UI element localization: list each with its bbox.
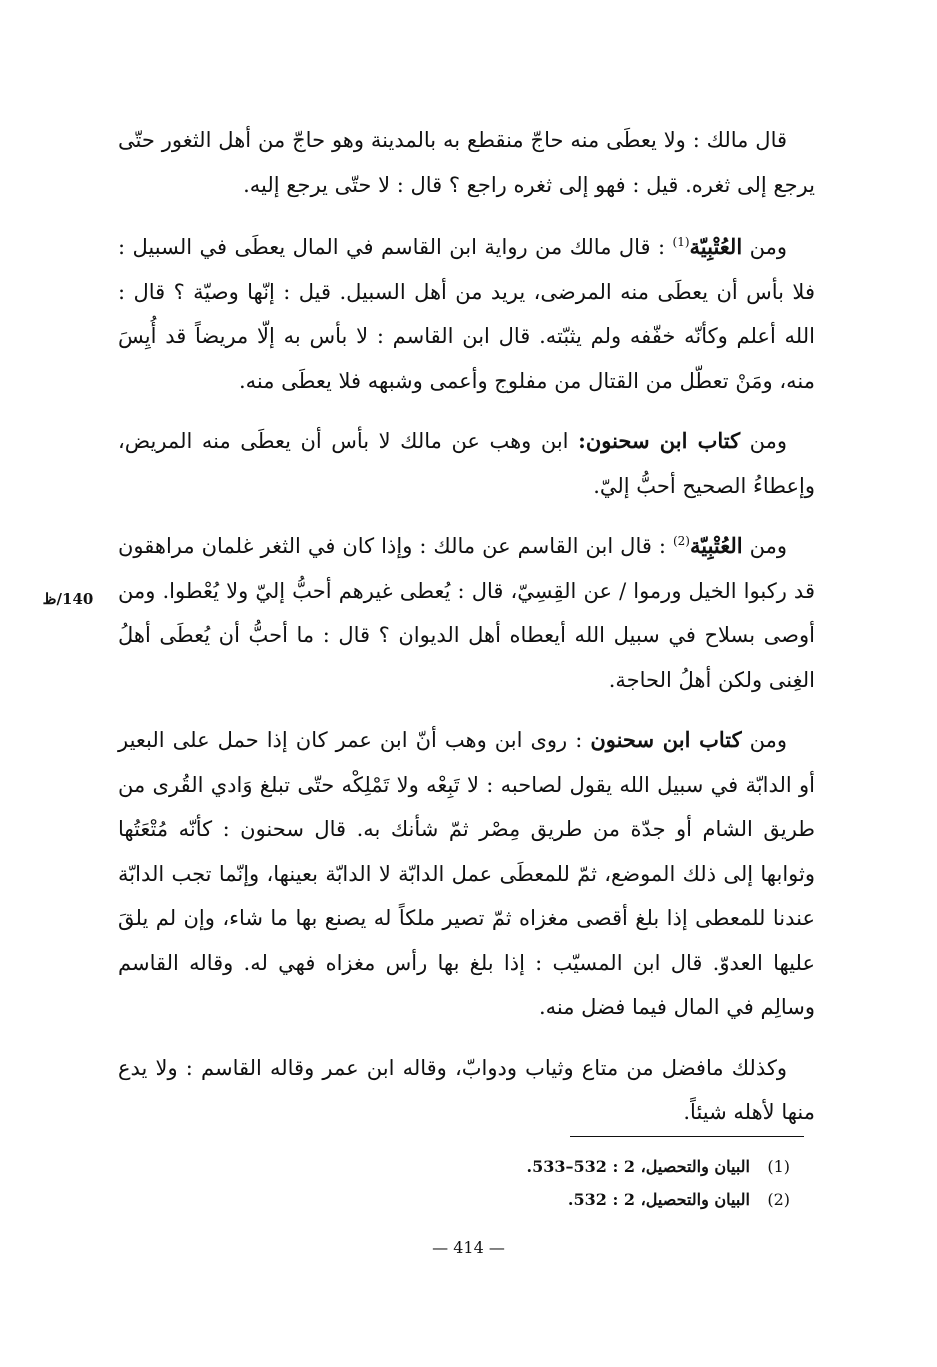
paragraph-3 — [118, 419, 815, 508]
source-utbiyya-1: العُتْبِيّة — [689, 234, 743, 259]
paragraph-4 — [118, 524, 815, 702]
footnote-ref-2[interactable]: (2) — [672, 534, 690, 548]
paragraph-5 — [118, 718, 815, 1030]
paragraph-4-lead: ومن — [742, 534, 788, 558]
footnote-1-text: البيان والتحصيل، 2 : 532–533. — [526, 1157, 750, 1176]
source-ibn-sahnun-2: كتاب ابن سحنون — [590, 727, 742, 752]
paragraph-2 — [118, 225, 815, 403]
footnote-1-number: (1) — [767, 1157, 790, 1176]
paragraph-3-lead: ومن — [740, 429, 787, 453]
paragraph-6 — [118, 1046, 815, 1135]
footnote-separator — [570, 1136, 804, 1137]
paragraph-4-text: : قال ابن القاسم عن مالك : وإذا كان في الثغر غلمان مراهقون قد ركبوا الخيل ورموا / عن القِسِيّ، قال : يُعطى غيرهم أحبُّ إليّ ولا يُعْطوا. ومن أوصى بسلاح في سبيل الله أيعطاه أهل الديوان ؟ قال : ما أحبُّ أن يُعطَى أهلُ الغِنى ولكن أهلُ الحاجة. — [118, 534, 815, 692]
source-utbiyya-2: العُتْبِيّة — [689, 533, 743, 558]
footnote-1 — [440, 1150, 790, 1183]
paragraph-6-text: وكذلك مافضل من متاع وثياب ودوابّ، وقاله ابن عمر وقاله القاسم : ولا يدع منها لأهله شيئاً. — [118, 1055, 815, 1124]
footnote-2-number: (2) — [767, 1190, 790, 1209]
source-ibn-sahnun-1: كتاب ابن سحنون: — [578, 428, 741, 453]
manuscript-folio-note: 140/ظ — [42, 590, 94, 608]
page-number: — 414 — — [432, 1238, 505, 1257]
paragraph-2-lead: ومن — [742, 235, 787, 259]
paragraph-1 — [118, 118, 815, 207]
paragraph-5-text: : روى ابن وهب أنّ ابن عمر كان إذا حمل على البعير أو الدابّة في سبيل الله يقول لصاحبه : لا تَبِعْه ولا تَمْلِكْه حتّى تبلغ وَادي القُرى من طريق الشام أو جدّة من طريق مِصْر ثمّ شأنك به. قال سحنون : كأنّه مُتْعَتُها وثوابها إلى ذلك الموضع، ثمّ للمعطَى عمل الدابّة لا الدابّة بعينها، وإنّما تجب الدابّة عندنا للمعطى إذا بلغ أقصى مغزاه ثمّ تصير ملكاً له يصنع بها ما شاء، وإن لم يلقَ عليها العدوّ. قال ابن المسيّب : إذا بلغ بها رأس مغزاه فهي له. وقاله القاسم وسالِم في المال فيما فضل منه. — [118, 728, 815, 1019]
paragraph-1-text: قال مالك : ولا يعطَى منه حاجّ منقطع به بالمدينة وهو حاجّ من أهل الثغور حتّى يرجع إلى ثغره. قيل : فهو إلى ثغره راجع ؟ قال : لا حتّى يرجع إليه. — [118, 128, 815, 197]
footnote-ref-1[interactable]: (1) — [672, 235, 690, 249]
paragraph-3-text: ابن وهب عن مالك لا بأس أن يعطَى منه المريض، وإعطاءُ الصحيح أحبُّ إليّ. — [118, 429, 815, 498]
footnotes — [440, 1150, 790, 1216]
paragraph-2-text: : قال مالك من رواية ابن القاسم في المال يعطَى في السبيل : فلا بأس أن يعطَى منه المرضى، يريد من أهل السبيل. قيل : إنّها وصيّة ؟ قال : الله أعلم وكأنّه خفّفه ولم يثبّته. قال ابن القاسم : لا بأس به إلّا مريضاً قد أُيِسَ منه، ومَنْ تعطّل من القتال من مفلوج وأعمى وشبهه فلا يعطَى منه. — [118, 235, 815, 393]
paragraph-5-lead: ومن — [741, 728, 787, 752]
footnote-2-text: البيان والتحصيل، 2 : 532. — [567, 1190, 750, 1209]
footnote-2 — [440, 1183, 790, 1216]
main-text — [118, 118, 815, 1151]
